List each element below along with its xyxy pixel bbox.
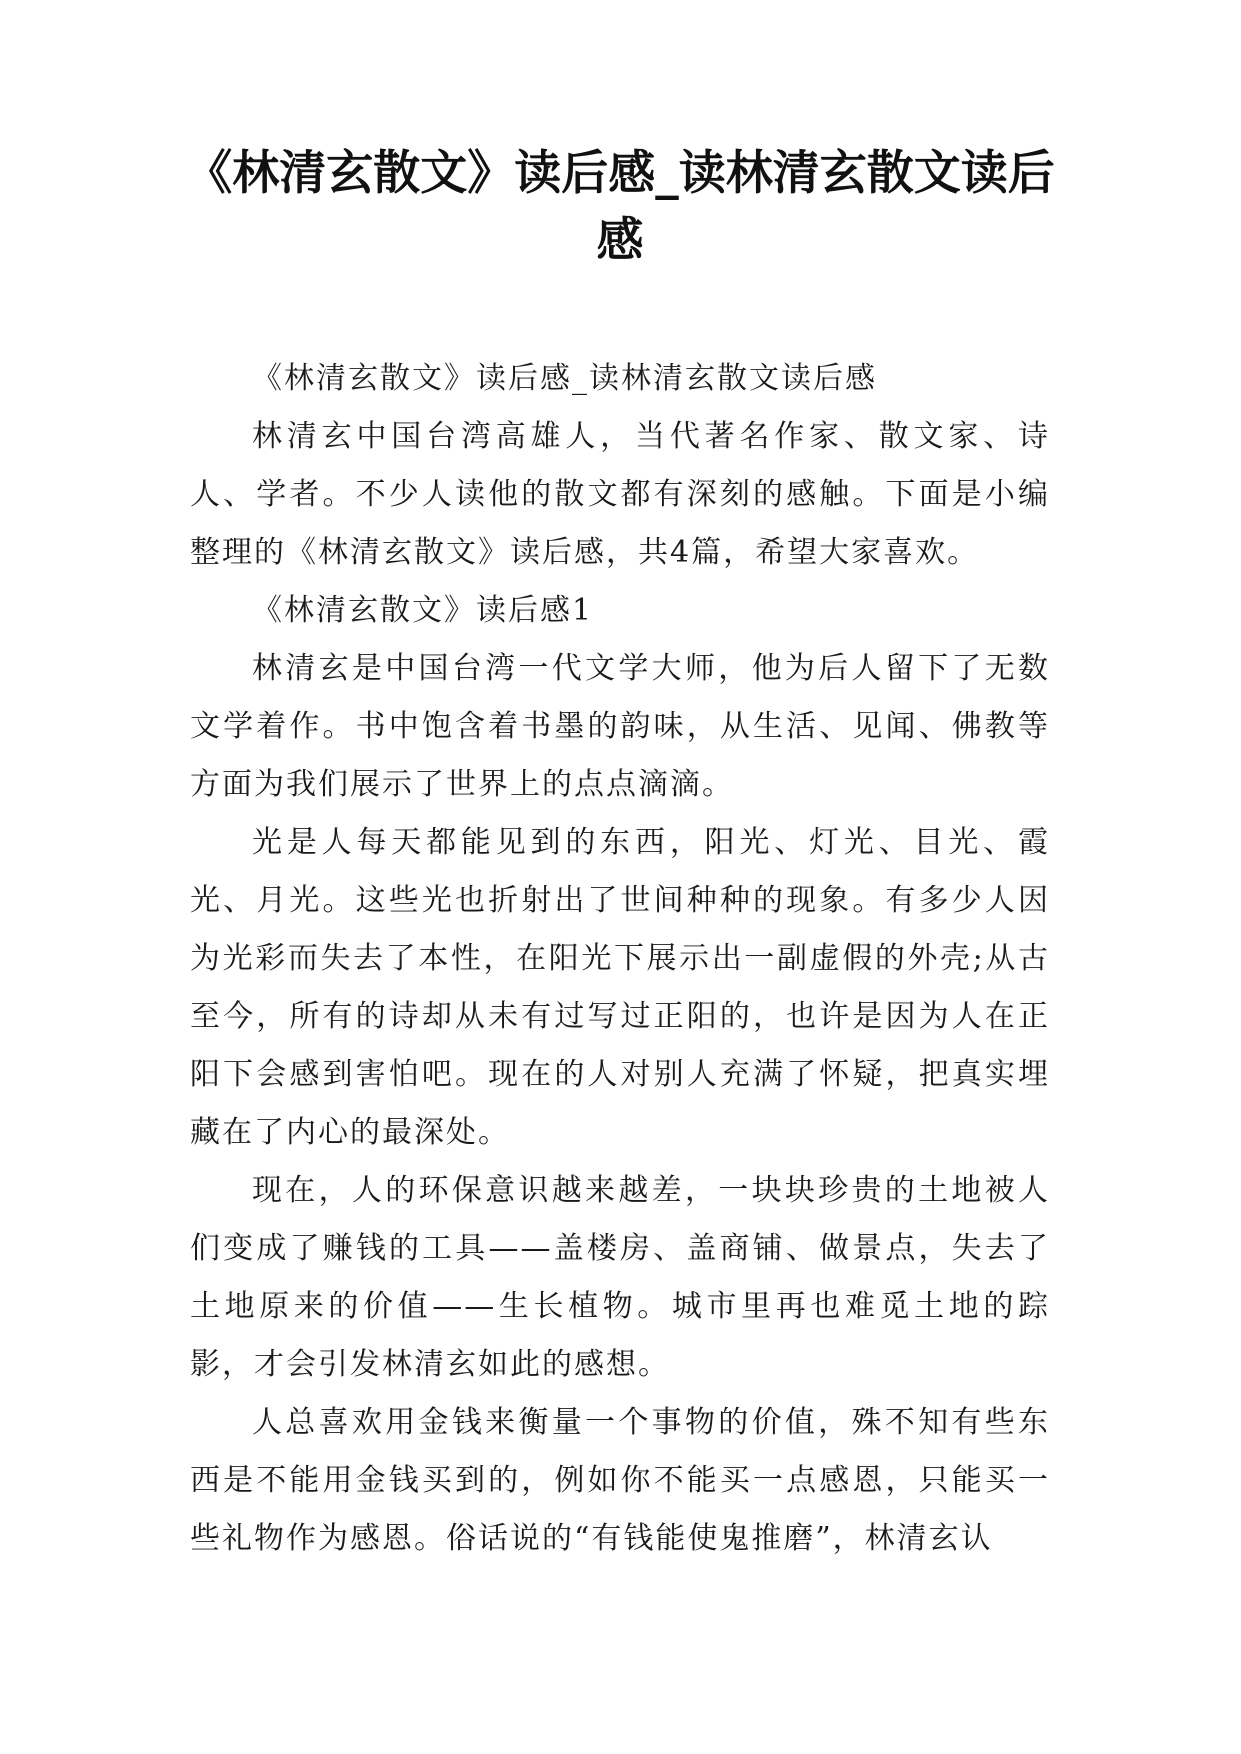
paragraph-intro: 林清玄中国台湾高雄人，当代著名作家、散文家、诗人、学者。不少人读他的散文都有深刻的感触。下面是小编整理的《林清玄散文》读后感，共4篇，希望大家喜欢。 xyxy=(190,419,1050,570)
document-body xyxy=(190,350,1050,1568)
paragraph: 人总喜欢用金钱来衡量一个事物的价值，殊不知有些东西是不能用金钱买到的，例如你不能买一点感恩，只能买一些礼物作为感恩。俗话说的“有钱能使鬼推磨”，林清玄认 xyxy=(190,1405,1050,1556)
paragraph: 现在，人的环保意识越来越差，一块块珍贵的土地被人们变成了赚钱的工具——盖楼房、盖商铺、做景点，失去了土地原来的价值——生长植物。城市里再也难觅土地的踪影，才会引发林清玄如此的感想。 xyxy=(190,1173,1050,1382)
paragraph: 林清玄是中国台湾一代文学大师，他为后人留下了无数文学着作。书中饱含着书墨的韵味，从生活、见闻、佛教等方面为我们展示了世界上的点点滴滴。 xyxy=(190,651,1050,802)
document-title: 《林清玄散文》读后感_读林清玄散文读后感 xyxy=(185,146,1055,268)
paragraph: 光是人每天都能见到的东西，阳光、灯光、目光、霞光、月光。这些光也折射出了世间种种的现象。有多少人因为光彩而失去了本性，在阳光下展示出一副虚假的外壳;从古至今，所有的诗却从未有过写过正阳的，也许是因为人在正阳下会感到害怕吧。现在的人对别人充满了怀疑，把真实埋藏在了内心的最深处。 xyxy=(190,825,1050,1150)
paragraph-subtitle: 《林清玄散文》读后感_读林清玄散文读后感 xyxy=(252,361,877,396)
section-heading: 《林清玄散文》读后感1 xyxy=(252,593,594,628)
